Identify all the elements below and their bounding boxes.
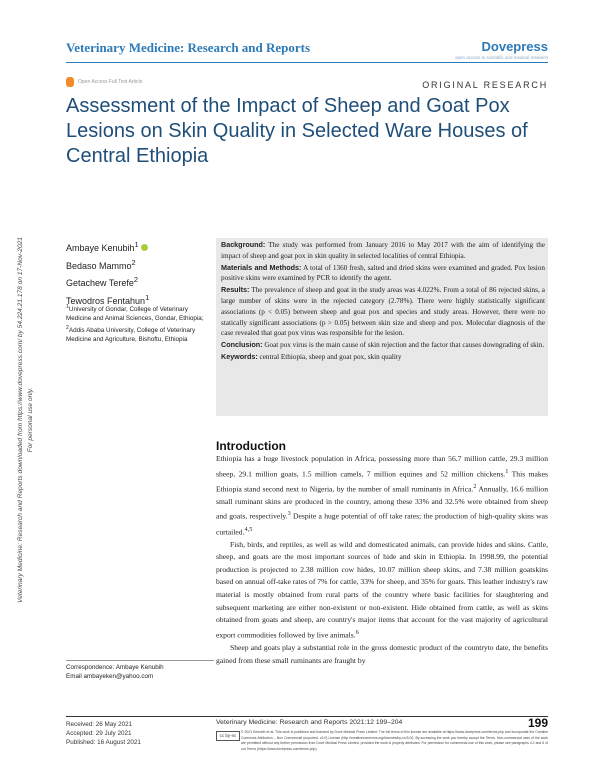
introduction-body	[216, 453, 548, 667]
abstract-conclusion: Conclusion: Goat pox virus is the main cause of skin rejection and the factor that causes downgrading of skin.	[221, 340, 545, 350]
correspondence-rule	[66, 660, 214, 661]
footer-rule	[66, 716, 548, 717]
abstract-methods: Materials and Methods: A total of 1360 fresh, salted and dried skins were examined and graded. Pox lesion positive skins were examined by PCR to identify the agent.	[221, 262, 545, 283]
section-heading-introduction: Introduction	[216, 439, 286, 453]
publisher-tagline: open access to scientific and medical research	[454, 55, 548, 60]
open-access-label: Open Access Full Text Article	[78, 79, 143, 85]
paragraph: Fish, birds, and reptiles, as well as wild and domesticated animals, can provide hides and skins. Cattle, sheep, and goats are the most important sources of hide and skin in Ethiopia. In 1998.99, the potential production is projected to 2.38 million cow hides, 10.07 million sheep skins, and 7.38 million goatskins based on annual off-take rates of 7% for cattle, 33% for sheep, and 35% for goats. This leather industry's raw material is mostly obtained from rural parts of the country where basic facilities for slaughtering and subsequent marketing are either non-existent or non-existent. Hide obtained from cattle, as well as skins obtained from goats and sheep, are country's major items that account for the vast majority of agricultural export commodities followed by live animals.$^6$	[216, 539, 548, 640]
license-text: © 2021 Kenubih et al. This work is published and licensed by Dove Medical Press Limited. The full terms of this license are available at https://www.dovepress.com/terms.php and incorporate the Creative Commons Attribution – Non Commercial (unported, v3.0) License (http://creativecommons.org/licenses/by-nc/3.0/). By accessing the work you hereby accept the Terms. Non-commercial uses of the work are permitted without any further permission from Dove Medical Press Limited, provided the work is properly attributed. For permission for commercial use of this work, please see paragraphs 4.2 and 5 of our Terms (https://www.dovepress.com/terms.php).	[241, 730, 548, 751]
abstract-keywords: Keywords: central Ethiopia, sheep and goat pox, skin quality	[221, 351, 402, 361]
cc-license-icon[interactable]: cc by-nc	[216, 731, 240, 741]
author: Ambaye Kenubih$^1$	[66, 238, 216, 256]
correspondence	[66, 663, 216, 681]
author: Getachew Terefe$^2$	[66, 275, 139, 288]
open-access-lock-icon	[66, 77, 74, 87]
download-side-note	[14, 100, 38, 740]
date-received: Received: 26 May 2021	[66, 721, 133, 728]
abstract	[221, 240, 545, 364]
journal-title: Veterinary Medicine: Research and Reports	[66, 40, 311, 55]
abstract-background: Background: The study was performed from January 2016 to May 2017 with the aim of identifying the impact of sheep and goat pox in skin quality in selected localities of central Ethiopia.	[221, 240, 545, 260]
date-accepted: Accepted: 29 July 2021	[66, 730, 132, 737]
paragraph: Sheep and goats play a substantial role in the gross domestic product of the countryto date, the benefits gained from these small ruminants are fraught by	[216, 642, 548, 665]
author: Bedaso Mammo$^2$	[66, 257, 136, 271]
author: Tewodros Fentahun$^1$	[66, 292, 150, 306]
footer-journal-info: Veterinary Medicine: Research and Reports 2021:12 199–204	[216, 719, 403, 726]
abstract-results: Results: The prevalence of sheep and goat in the study areas was 4.022%. From a total of 86 rejected skins, a large number of skins were in the rejected category (2.78%). There were highly statistically significant associations (p < 0.05) between sheep and goat pox and species and study areas. However, there were no statically significant associations (p > 0.05) between skin size and sheep and pox. Molecular diagnosis of the case revealed that goat pox virus was responsible for the lesion.	[221, 285, 545, 338]
article-type: ORIGINAL RESEARCH	[422, 80, 548, 90]
header-rule	[66, 62, 548, 63]
date-published: Published: 16 August 2021	[66, 739, 141, 746]
article-title: Assessment of the Impact of Sheep and Goat Pox Lesions on Skin Quality in Selected Ware Houses of Central Ethiopia	[66, 95, 528, 167]
correspondence-email[interactable]: Email ambayeken@yahoo.com	[66, 673, 154, 681]
affiliations: $^1$University of Gondar, College of Veterinary Medicine and Animal Sciences, Gondar, Ethiopia; $^2$Addis Ababa University, College of Veterinary Medicine and Agriculture, Bishoftu, Ethiopia	[66, 304, 204, 344]
paragraph: Ethiopia has a huge livestock population in Africa, possessing more than 56.7 million cattle, 29.3 million sheep, 29.1 million goats, 1.5 million camels, 7 million equines and 52 million chickens.$^1$ This makes Ethiopia stand second next to Nigeria, by the number of small ruminants in Africa.$^2$ Annually, 16.6 million small ruminant skins are produced in the country, among these 33% and 32.5% were obtained from sheep and goats, respectively.$^3$ Despite a huge potential of off take rates; the production of high-quality skins was curtailed.$^{4,5}$	[216, 454, 548, 537]
author-list	[66, 238, 216, 308]
page-number: 199	[527, 716, 548, 730]
side-note-personal-use: For personal use only.	[27, 387, 34, 453]
side-note-download: Veterinary Medicine: Research and Reports downloaded from https://www.dovepress.com/ by 54.224.21.178 on 17-Nov-2021	[17, 237, 24, 603]
article-dates	[66, 720, 141, 747]
correspondence-author: Correspondence: Ambaye Kenubih	[66, 664, 164, 671]
orcid-icon[interactable]	[141, 244, 148, 251]
publisher-logo: Dovepress	[481, 39, 548, 54]
open-access-badge	[66, 77, 142, 87]
